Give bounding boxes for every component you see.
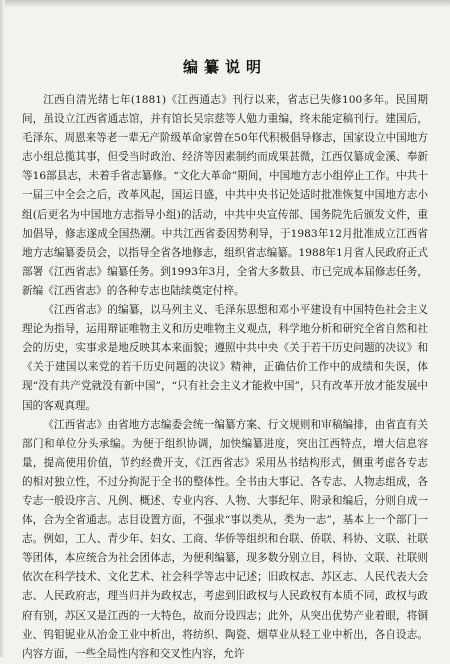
page-binding-shadow xyxy=(0,0,5,657)
page-title: 编纂说明 xyxy=(182,58,267,76)
document-page xyxy=(22,56,428,660)
paragraph: 江西自清光绪七年(1881)《江西通志》刊行以来，省志已失修100多年。民国期间，虽设立江西省通志馆，并有馆长吴宗慈等人勉力重编，终未能定稿刊行。建国后，毛泽东、周恩来等老一辈无产阶级革命家曾在50年代积极倡导修志，国家设立中国地方志小组总揽其事，但受当时政治、经济等因素制约而成果甚微，江西仅纂成金溪、奉新等16部县志，未着手省志纂修。“文化大革命”期间，中国地方志小组停止工作。中共十一届三中全会之后，改革风起，国运日盛，中共中央书记处适时批准恢复中国地方志小组(后更名为中国地方志指导小组)的活动，中共中央宣传部、国务院先后颁发文件，重加倡导，修志遂成全国热潮。中共江西省委因势利导，于1983年12月批准成立江西省地方志编纂委员会，以指导全省各地修志，组织省志编纂。1988年1月省人民政府正式部署《江西省志》编纂任务。到1993年3月，全省大多数县、市已完成本届修志任务，新编《江西省志》的各种专志也陆续奠定付梓。 xyxy=(22,94,428,297)
paragraph: 《江西省志》的编纂，以马列主义、毛泽东思想和邓小平建设有中国特色社会主义理论为指导，运用辩证唯物主义和历史唯物主义观点，科学地分析和研究全省自然和社会的历史，实事求是地反映其本来面貌；遵照中共中央《关于若干历史问题的决议》和《关于建国以来党的若干历史问题的决议》精神，正确估价工作中的成绩和失误，体现“没有共产党就没有新中国”，“只有社会主义才能救中国”，只有改革开放才能发展中国的客观真理。 xyxy=(22,304,428,412)
page-top-shadow xyxy=(0,0,450,8)
paragraph: 《江西省志》由省地方志编委会统一编纂方案、行文规则和审稿编排，由省直有关部门和单位分头承编。为便于组织协调，加快编纂进度，突出江西特点，增大信息容量，提高使用价值，节约经费开支，《江西省志》采用丛书结构形式，侧重考虑各专志的相对独立性，不过分拘泥于全书的整体性。全书由大事记、各专志、人物志组成，各专志一般设序言、凡例、概述、专业内容、人物、大事纪年、附录和编后，分则自成一体，合为全省通志。志目设置方面，不强求“事以类从，类为一志”，基本上一个部门一志。例如，工人、青少年、妇女、工商、华侨等组织和台联、侨联、科协、文联、社联等团体，本应统合为社会团体志，为便利编纂，现多数分别立目，科协、文联、社联则依次在科学技术、文化艺术、社会科学等志中记述；旧政权志、苏区志、人民代表大会志、人民政府志，理当归并为政权志，考虑到旧政权与人民政权有本质不同，政权与政府有别，苏区又是江西的一大特色，故而分设四志；此外，从突出优势产业着眼，将铜业、钨钼铌业从冶金工业中析出，将纺织、陶瓷、烟草业从轻工业中析出，各自设志。内容方面，一些全局性内容和交叉性内容，允许 xyxy=(22,418,428,660)
